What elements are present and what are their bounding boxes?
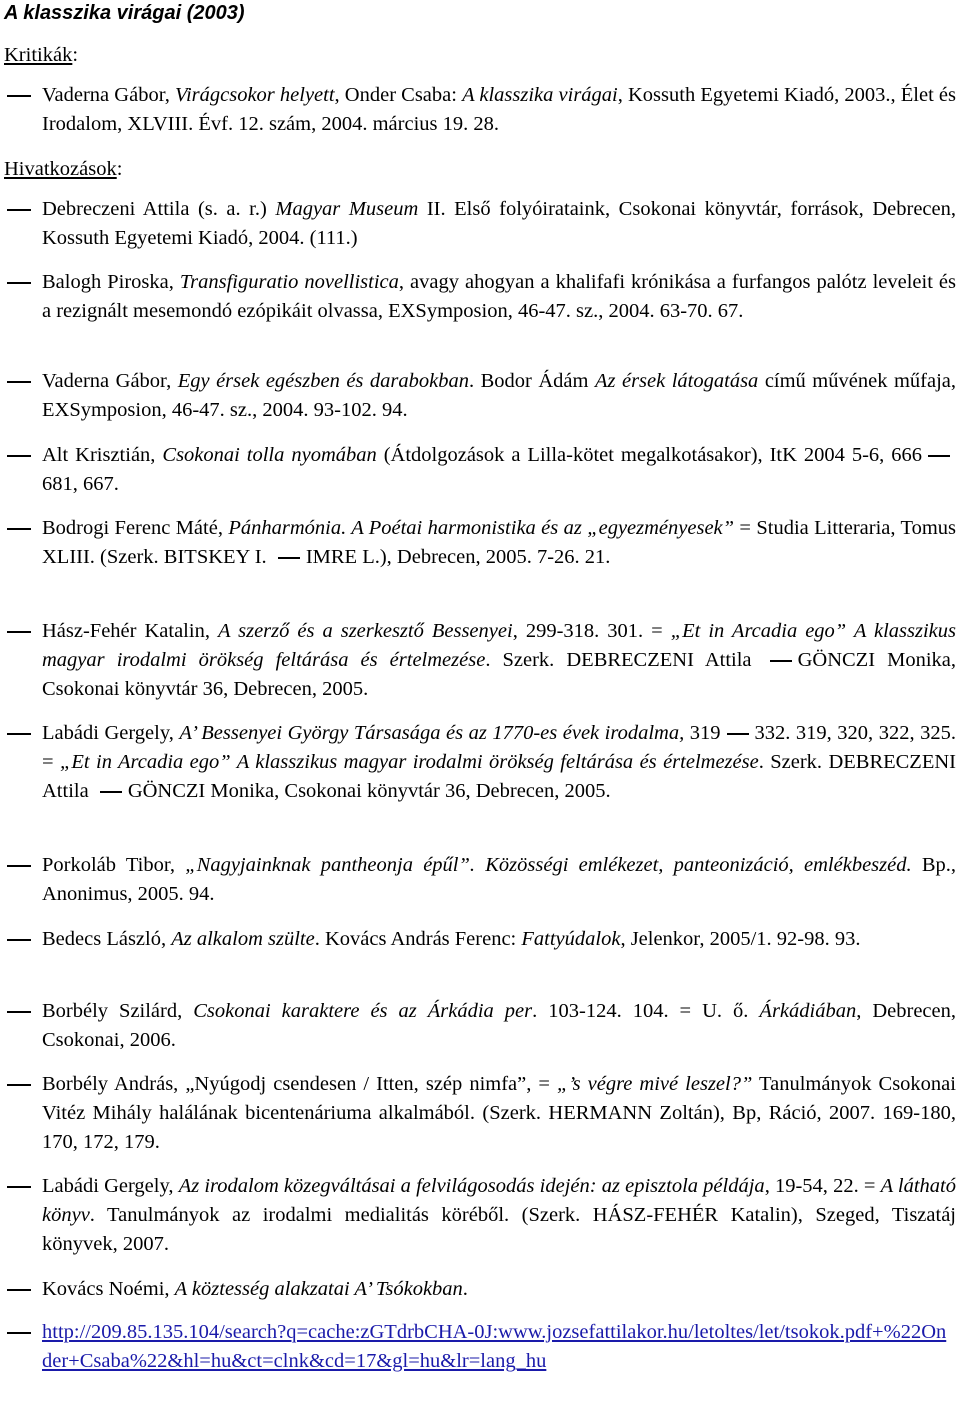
entry-text-part: . Szerk. DEBRECZENI Attila bbox=[485, 649, 764, 671]
entry-text-part: Labádi Gergely, bbox=[42, 1175, 179, 1197]
dash-bullet-icon bbox=[7, 733, 31, 735]
entry-text-part: Bp., Anonimus, 2005. 94. bbox=[42, 854, 956, 905]
italic-title-text: Az érsek látogatása bbox=[594, 370, 759, 392]
entry-text-part: , avagy ahogyan a khalifafi krónikása a furfangos palótz leveleit és a rezignált mesemondó ezópikáit olvassa, EXSymposion, 46-47. sz., 2004. 63-70. 67. bbox=[42, 271, 957, 322]
entry-text-part: Vaderna Gábor, bbox=[42, 84, 175, 106]
italic-title-text: „’s végre mivé leszel?” bbox=[557, 1073, 753, 1095]
dash-bullet-icon bbox=[7, 939, 31, 941]
entry-text-part: Porkoláb Tibor, bbox=[42, 854, 186, 876]
entry-text-part: , 19-54, 22. = bbox=[764, 1175, 881, 1197]
dash-separator bbox=[278, 557, 300, 559]
dash-bullet-icon bbox=[7, 1186, 31, 1188]
dash-bullet-icon bbox=[7, 1289, 31, 1291]
dash-bullet-icon bbox=[7, 95, 31, 97]
entry-text bbox=[42, 719, 956, 806]
dash-separator bbox=[770, 660, 792, 662]
section-heading-citations: Hivatkozások: bbox=[4, 158, 123, 180]
url-link[interactable]: http://209.85.135.104/search?q=cache:zGTdrbCHA-0J:www.jozsefattilakor.hu/letoltes/let/tsokok.pdf+%22Onder+Csaba%22&hl=hu&ct=clnk&cd=17&gl=hu&lr=lang_hu bbox=[42, 1321, 947, 1372]
entry-text-part: . Szerk. DEBRECZENI Attila bbox=[42, 751, 956, 802]
italic-title-text: Fattyúdalok bbox=[521, 928, 621, 950]
entry-text-part: 332. 319, 320, 322, 325. = bbox=[42, 722, 956, 773]
italic-title-text: Az irodalom közegváltásai a felvilágosodás idején: az episztola példája bbox=[178, 1175, 765, 1197]
entry-text-part: , Onder Csaba: bbox=[334, 84, 463, 106]
citation-item bbox=[4, 1275, 956, 1304]
citation-item bbox=[4, 997, 956, 1055]
italic-title-text: Pánharmónia. A Poétai harmonistika és az „egyezményesek” bbox=[228, 517, 735, 539]
entry-text-part: IMRE L.), Debrecen, 2005. 7-26. 21. bbox=[305, 546, 611, 568]
dash-bullet-icon bbox=[7, 1332, 31, 1334]
italic-title-text: Az alkalom szülte bbox=[171, 928, 315, 950]
italic-title-text: Csokonai karaktere és az Árkádia per bbox=[193, 1000, 533, 1022]
entry-text-part: GÖNCZI Monika, Csokonai könyvtár 36, Debrecen, 2005. bbox=[42, 649, 956, 700]
entry-text bbox=[42, 367, 956, 425]
entry-text-part: 681, 667. bbox=[42, 473, 119, 495]
italic-title-text: Csokonai tolla nyomában bbox=[162, 444, 377, 466]
entry-text bbox=[42, 1172, 956, 1259]
italic-title-text: Egy érsek egészben és darabokban bbox=[177, 370, 469, 392]
entry-text-part: GÖNCZI Monika, Csokonai könyvtár 36, Debrecen, 2005. bbox=[127, 780, 611, 802]
entry-text bbox=[42, 851, 956, 909]
dash-bullet-icon bbox=[7, 455, 31, 457]
italic-title-text: A köztesség alakzatai A’ Tsókokban bbox=[174, 1278, 463, 1300]
entry-text-part: Tanulmányok Csokonai Vitéz Mihály halálának bicentenáriuma alkalmából. (Szerk. HERMANN Zoltán), Bp, Ráció, 2007. 169-180, 170, 172, 179. bbox=[42, 1073, 956, 1153]
entry-text bbox=[42, 514, 956, 572]
dash-bullet-icon bbox=[7, 528, 31, 530]
citation-item bbox=[4, 367, 956, 425]
citation-item bbox=[4, 1318, 956, 1376]
entry-text-part: = Studia Litteraria, Tomus XLIII. (Szerk. BITSKEY I. bbox=[42, 517, 957, 568]
italic-title-text: Virágcsokor helyett bbox=[174, 84, 335, 106]
entry-text bbox=[42, 81, 956, 139]
citations-label: Hivatkozások bbox=[4, 158, 117, 180]
entry-text bbox=[42, 268, 956, 326]
entry-text-part: , 299-318. 301. = bbox=[512, 620, 671, 642]
citation-item bbox=[4, 1070, 956, 1157]
entry-text bbox=[42, 925, 956, 954]
entry-text-part: , Debrecen, Csokonai, 2006. bbox=[42, 1000, 956, 1051]
entry-text-part: Balogh Piroska, bbox=[42, 271, 180, 293]
citation-item bbox=[4, 441, 956, 499]
entry-text-part: Hász-Fehér Katalin, bbox=[42, 620, 218, 642]
entry-text bbox=[42, 441, 956, 499]
citation-item bbox=[4, 617, 956, 704]
entry-text bbox=[42, 195, 956, 253]
page-title: A klasszika virágai (2003) bbox=[4, 2, 245, 24]
section-heading-reviews: Kritikák: bbox=[4, 44, 79, 66]
dash-separator bbox=[100, 791, 122, 793]
italic-title-text: A klasszika virágai bbox=[462, 84, 618, 106]
dash-bullet-icon bbox=[7, 865, 31, 867]
entry-text-part: Alt Krisztián, bbox=[42, 444, 163, 466]
entry-text-part: Bedecs László, bbox=[42, 928, 172, 950]
italic-title-text: „Et in Arcadia ego” A klasszikus magyar irodalmi örökség feltárása és értelmezése bbox=[42, 620, 956, 671]
entry-text-part: Bodrogi Ferenc Máté, bbox=[42, 517, 229, 539]
review-item bbox=[4, 81, 956, 139]
entry-text bbox=[42, 617, 956, 704]
dash-bullet-icon bbox=[7, 1011, 31, 1013]
citation-item bbox=[4, 719, 956, 806]
italic-title-text: Transfiguratio novellistica bbox=[179, 271, 399, 293]
italic-title-text: Magyar Museum bbox=[275, 198, 419, 220]
dash-bullet-icon bbox=[7, 209, 31, 211]
entry-text-part: . bbox=[462, 1278, 468, 1300]
entry-text-part: Borbély András, „Nyúgodj csendesen / Itten, szép nimfa”, = bbox=[42, 1073, 558, 1095]
entry-text-part: című művének műfaja, EXSymposion, 46-47. sz., 2004. 93-102. 94. bbox=[42, 370, 956, 421]
entry-text-part: 319 bbox=[684, 722, 721, 744]
entry-text-part: . Tanulmányok az irodalmi medialitás köréből. (Szerk. HÁSZ-FEHÉR Katalin), Szeged, Tiszatáj könyvek, 2007. bbox=[42, 1204, 956, 1255]
entry-text-part: Debreczeni Attila (s. a. r.) bbox=[42, 198, 276, 220]
citation-item bbox=[4, 514, 956, 572]
entry-text bbox=[42, 1070, 956, 1157]
citation-item bbox=[4, 851, 956, 909]
entry-text bbox=[42, 997, 956, 1055]
entry-text-part: Vaderna Gábor, bbox=[42, 370, 178, 392]
entry-text-part: II. Első folyóirataink, Csokonai könyvtár, források, Debrecen, Kossuth Egyetemi Kiadó, 2004. (111.) bbox=[42, 198, 956, 249]
entry-text-part: (Átdolgozások a Lilla-kötet megalkotásakor), ItK 2004 5-6, 666 bbox=[376, 444, 923, 466]
dash-bullet-icon bbox=[7, 631, 31, 633]
italic-title-text: „Et in Arcadia ego” A klasszikus magyar irodalmi örökség feltárása és értelmezése bbox=[59, 751, 759, 773]
dash-bullet-icon bbox=[7, 381, 31, 383]
entry-text-part: Borbély Szilárd, bbox=[42, 1000, 194, 1022]
entry-text-part: . 103-124. 104. = U. ő. bbox=[532, 1000, 760, 1022]
dash-separator bbox=[928, 455, 950, 457]
citation-item bbox=[4, 925, 956, 954]
entry-text bbox=[42, 1275, 956, 1304]
entry-text-part: Labádi Gergely, bbox=[42, 722, 180, 744]
italic-title-text: „Nagyjainknak pantheonja épűl”. Közösségi emlékezet, panteonizáció, emlékbeszéd. bbox=[185, 854, 912, 876]
citation-item bbox=[4, 268, 956, 326]
reviews-label: Kritikák bbox=[4, 44, 73, 66]
entry-text-part: , Kossuth Egyetemi Kiadó, 2003., Élet és Irodalom, XLVIII. Évf. 12. szám, 2004. március 19. 28. bbox=[42, 84, 956, 135]
entry-text-part: . Kovács András Ferenc: bbox=[314, 928, 522, 950]
dash-separator bbox=[727, 733, 749, 735]
entry-text-part: . Bodor Ádám bbox=[469, 370, 595, 392]
entry-text-part: Kovács Noémi, bbox=[42, 1278, 175, 1300]
italic-title-text: A szerző és a szerkesztő Bessenyei bbox=[217, 620, 513, 642]
entry-text bbox=[42, 1318, 956, 1376]
italic-title-text: Árkádiában bbox=[759, 1000, 857, 1022]
italic-title-text: A látható könyv bbox=[42, 1175, 956, 1226]
entry-text-part: , Jelenkor, 2005/1. 92-98. 93. bbox=[620, 928, 861, 950]
citation-item bbox=[4, 195, 956, 253]
italic-title-text: A’ Bessenyei György Társasága és az 1770-es évek irodalma, bbox=[179, 722, 685, 744]
dash-bullet-icon bbox=[7, 282, 31, 284]
citation-item bbox=[4, 1172, 956, 1259]
dash-bullet-icon bbox=[7, 1084, 31, 1086]
